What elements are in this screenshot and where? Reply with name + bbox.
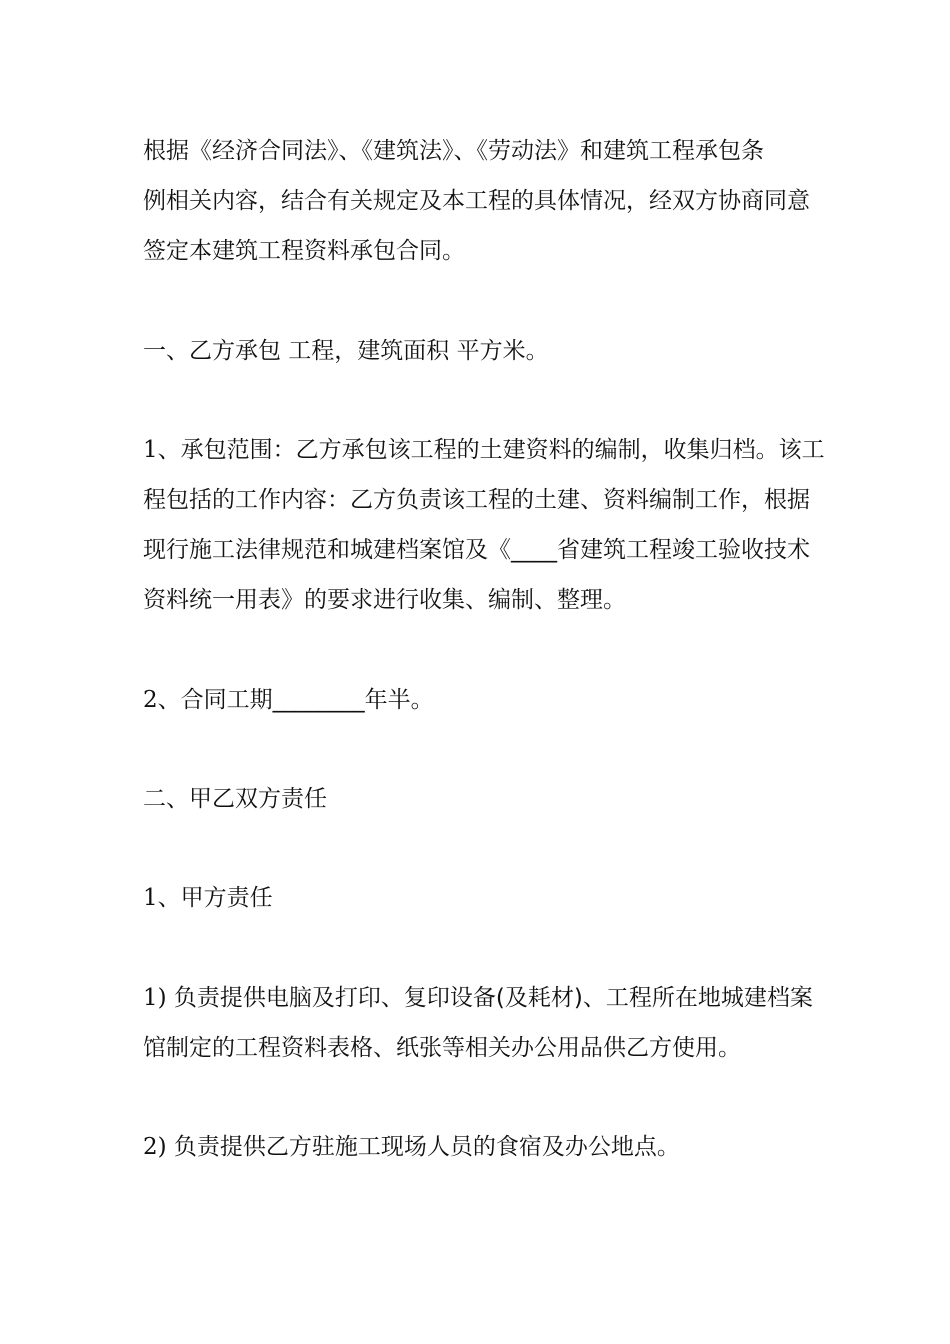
subsection-1-text: 、甲方责任	[157, 885, 273, 911]
item-2-number: 2	[143, 687, 158, 713]
section-1-heading-text: 一、乙方承包 工程，建筑面积 平方米。	[143, 338, 549, 364]
section-2-heading-text: 二、甲乙双方责任	[143, 786, 327, 812]
section-1-heading	[143, 326, 811, 376]
duty-2-line	[143, 1122, 811, 1172]
subsection-1-line	[143, 873, 811, 923]
duty-2-paragraph	[143, 1122, 811, 1172]
section-2-heading	[143, 774, 811, 824]
duty-2-text: 负责提供乙方驻施工现场人员的食宿及办公地点。	[166, 1134, 680, 1160]
subsection-1-heading	[143, 873, 811, 923]
item-1-line-3: 现行施工法律规范和城建档案馆及《____省建筑工程竣工验收技术	[143, 537, 810, 563]
intro-line-1: 根据《经济合同法》、《建筑法》、《劳动法》和建筑工程承包条	[143, 138, 764, 164]
duty-2-number: 2)	[143, 1134, 167, 1160]
item-1-number: 1	[143, 437, 158, 463]
item-2-text: 、合同工期________年半。	[157, 687, 434, 713]
intro-line-3: 签定本建筑工程资料承包合同。	[143, 238, 465, 264]
intro-line-2: 例相关内容，结合有关规定及本工程的具体情况，经双方协商同意	[143, 188, 810, 214]
subsection-1-number: 1	[143, 885, 158, 911]
duty-1-line-2: 馆制定的工程资料表格、纸张等相关办公用品供乙方使用。	[143, 1035, 741, 1061]
duty-1-line-1	[143, 973, 811, 1023]
item-1-line-4: 资料统一用表》的要求进行收集、编制、整理。	[143, 587, 626, 613]
duty-1-number: 1)	[143, 985, 167, 1011]
duty-1-line-1-text: 负责提供电脑及打印、复印设备(及耗材)、工程所在地城建档案	[166, 985, 813, 1011]
item-2-line	[143, 675, 811, 725]
item-1-line-1	[143, 425, 825, 475]
duty-1-paragraph	[143, 973, 811, 1073]
item-1-line-1-text: 、承包范围：乙方承包该工程的土建资料的编制，收集归档。该工	[157, 437, 825, 463]
item-2-paragraph	[143, 675, 811, 725]
item-1-line-2: 程包括的工作内容：乙方负责该工程的土建、资料编制工作，根据	[143, 487, 810, 513]
intro-paragraph	[143, 126, 811, 276]
item-1-paragraph	[143, 425, 825, 625]
